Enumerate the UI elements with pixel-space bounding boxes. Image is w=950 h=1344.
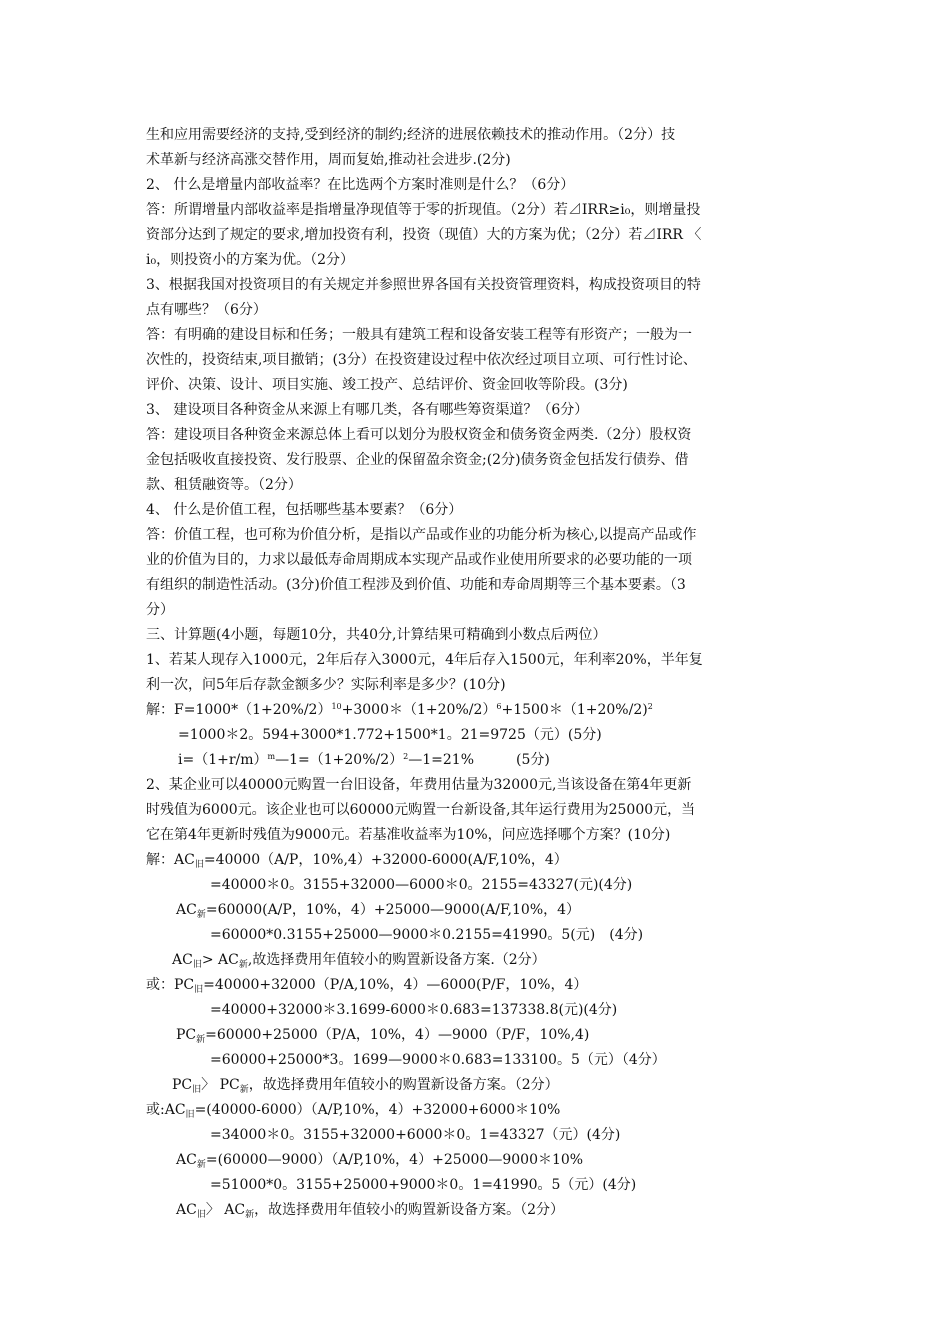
paragraph-line: 术革新与经济高涨交替作用，周而复始,推动社会进步.(2分) [146, 152, 511, 168]
comparison: 〉 [201, 1077, 220, 1093]
equation-line: =40000＊0。3155+32000—6000＊0。2155=43327(元)(4分) [210, 877, 633, 893]
equation-line [178, 751, 550, 771]
exponent: 6 [496, 702, 502, 711]
answer-line: 答：有明确的建设目标和任务；一般具有建筑工程和设备安装工程等有形资产；一般为一 [146, 327, 692, 343]
equation-term: i=（1+r/m） [178, 752, 268, 768]
equation-line: =60000*0.3155+25000—9000＊0.2155=41990。5(元) (4分) [210, 927, 644, 943]
answer-line: 评价、决策、设计、项目实施、竣工投产、总结评价、资金回收等阶段。(3分) [146, 377, 628, 393]
subscript-old: 旧 [192, 960, 202, 970]
answer-line: i₀，则投资小的方案为优。（2分） [146, 252, 354, 268]
symbol-ac: AC [176, 1152, 197, 1168]
subscript-old: 旧 [196, 1210, 206, 1220]
symbol-ac: AC [176, 1202, 197, 1218]
conclusion-line [172, 1076, 559, 1096]
answer-line: 有组织的制造性活动。(3分)价值工程涉及到价值、功能和寿命周期等三个基本要素。（3 [146, 577, 686, 593]
subscript-new: 新 [196, 910, 206, 920]
answer-line: 资部分达到了规定的要求,增加投资有利，投资（现值）大的方案为优；（2分）若⊿IRR 〈 [146, 227, 702, 243]
equation-line [146, 976, 587, 996]
solution-label: 或： [146, 977, 174, 993]
conclusion-line [176, 1201, 564, 1221]
equation-line [176, 1151, 583, 1171]
subscript-new: 新 [239, 1085, 249, 1095]
equation-term: =(40000-6000）（A/P,10%，4）+32000+6000＊10% [194, 1102, 561, 1118]
subscript-old: 旧 [192, 1085, 202, 1095]
conclusion-line [172, 951, 546, 971]
answer-line: 答：价值工程，也可称为价值分析，是指以产品或作业的功能分析为核心,以提高产品或作 [146, 527, 697, 543]
answer-line: 次性的，投资结束,项目撤销；(3分）在投资建设过程中依次经过项目立项、可行性讨论、 [146, 352, 697, 368]
equation-term: =40000+32000（P/A,10%，4）—6000(P/F，10%，4） [203, 977, 588, 993]
answer-line: 业的价值为目的，力求以最低寿命周期成本实现产品或作业使用所要求的必要功能的一项 [146, 552, 692, 568]
equation-term: =(60000—9000）（A/P,10%，4）+25000—9000＊10% [205, 1152, 584, 1168]
question-title: 1、若某人现存入1000元，2年后存入3000元，4年后存入1500元，年利率20%，半年复 [146, 652, 703, 668]
subscript-new: 新 [238, 960, 248, 970]
subscript-old: 旧 [185, 1110, 195, 1120]
answer-line: 款、租赁融资等。（2分） [146, 477, 302, 493]
symbol-ac: AC [174, 852, 195, 868]
solution-label: 解： [146, 702, 174, 718]
question-title: 4、 什么是价值工程，包括哪些基本要素？（6分） [146, 502, 463, 518]
equation-term: +1500＊（1+20%/2) [501, 702, 648, 718]
question-title: 2、 什么是增量内部收益率？在比选两个方案时准则是什么？（6分） [146, 177, 575, 193]
equation-line [146, 701, 653, 721]
equation-term: =60000+25000（P/A，10%，4）—9000（P/F，10%,4) [205, 1027, 590, 1043]
equation-term: =60000(A/P，10%，4）+25000—9000(A/F,10%，4） [205, 902, 581, 918]
symbol-ac: AC [218, 952, 239, 968]
symbol-ac: AC [172, 952, 193, 968]
answer-line: 答：建设项目各种资金来源总体上看可以划分为股权资金和债务资金两类.（2分）股权资 [146, 427, 692, 443]
answer-line: 答：所谓增量内部收益率是指增量净现值等于零的折现值。（2分）若⊿IRR≥i₀，则增量投 [146, 202, 701, 218]
equation-line [146, 851, 568, 871]
answer-line: 金包括吸收直接投资、发行股票、企业的保留盈余资金;(2分)债务资金包括发行债券、借 [146, 452, 689, 468]
equation-term: —1=（1+20%/2） [275, 752, 404, 768]
exponent: 2 [647, 702, 653, 711]
subscript-new: 新 [196, 1160, 206, 1170]
question-title: 利一次，问5年后存款金额多少？实际利率是多少？(10分) [146, 677, 506, 693]
section-title: 三、计算题(4小题，每题10分，共40分,计算结果可精确到小数点后两位） [146, 627, 607, 643]
equation-line: =40000+32000＊3.1699-6000＊0.683=137338.8(元)(4分) [210, 1002, 618, 1018]
answer-line: 分） [146, 602, 174, 618]
comparison: 〉 [205, 1202, 225, 1218]
equation-line: =51000*0。3155+25000+9000＊0。1=41990。5（元）(4分) [210, 1177, 637, 1193]
subscript-new: 新 [196, 1035, 206, 1045]
exponent: 2 [403, 752, 409, 761]
conclusion-text: ,故选择费用年值较小的购置新设备方案.（2分） [247, 952, 546, 968]
comparison: > [201, 952, 219, 968]
symbol-pc: PC [176, 1027, 197, 1043]
symbol-pc: PC [172, 1077, 193, 1093]
equation-line: =1000＊2。594+3000*1.772+1500*1。21=9725（元）(5分) [178, 727, 602, 743]
subscript-old: 旧 [194, 860, 204, 870]
symbol-ac: AC [176, 902, 197, 918]
question-title: 2、某企业可以40000元购置一台旧设备，年费用估量为32000元,当该设备在第4年更新 [146, 777, 692, 793]
exponent: 10 [331, 702, 342, 711]
equation-line: =60000+25000*3。1699—9000＊0.683=133100。5（元）（4分） [210, 1052, 666, 1068]
exponent: m [267, 752, 276, 761]
equation-term: —1=21% (5分) [408, 752, 550, 768]
symbol-pc: PC [174, 977, 195, 993]
symbol-pc: PC [219, 1077, 240, 1093]
solution-label: 或: [146, 1102, 165, 1118]
equation-term: =40000（A/P，10%,4）+32000-6000(A/F,10%，4） [203, 852, 568, 868]
question-title: 3、根据我国对投资项目的有关规定并参照世界各国有关投资管理资料，构成投资项目的特 [146, 277, 701, 293]
equation-term: F=1000*（1+20%/2） [174, 702, 332, 718]
paragraph-line: 生和应用需要经济的支持,受到经济的制约;经济的进展依赖技术的推动作用。（2分）技 [146, 127, 676, 143]
question-title: 它在第4年更新时残值为9000元。若基准收益率为10%，问应选择哪个方案？(10分) [146, 827, 671, 843]
conclusion-text: ，故选择费用年值较小的购置新设备方案。（2分） [248, 1077, 559, 1093]
equation-line: =34000＊0。3155+32000+6000＊0。1=43327（元）(4分) [210, 1127, 621, 1143]
question-title: 点有哪些？（6分） [146, 302, 267, 318]
conclusion-text: ，故选择费用年值较小的购置新设备方案。（2分） [254, 1202, 565, 1218]
subscript-new: 新 [245, 1210, 255, 1220]
equation-line [176, 1026, 589, 1046]
subscript-old: 旧 [194, 985, 204, 995]
equation-term: +3000＊（1+20%/2） [341, 702, 497, 718]
symbol-ac: AC [164, 1102, 186, 1118]
question-title: 时残值为6000元。该企业也可以60000元购置一台新设备,其年运行费用为25000元，当 [146, 802, 696, 818]
equation-line [176, 901, 580, 921]
equation-line [146, 1101, 560, 1121]
question-title: 3、 建设项目各种资金从来源上有哪几类，各有哪些筹资渠道？（6分） [146, 402, 589, 418]
solution-label: 解： [146, 852, 174, 868]
symbol-ac: AC [224, 1202, 246, 1218]
